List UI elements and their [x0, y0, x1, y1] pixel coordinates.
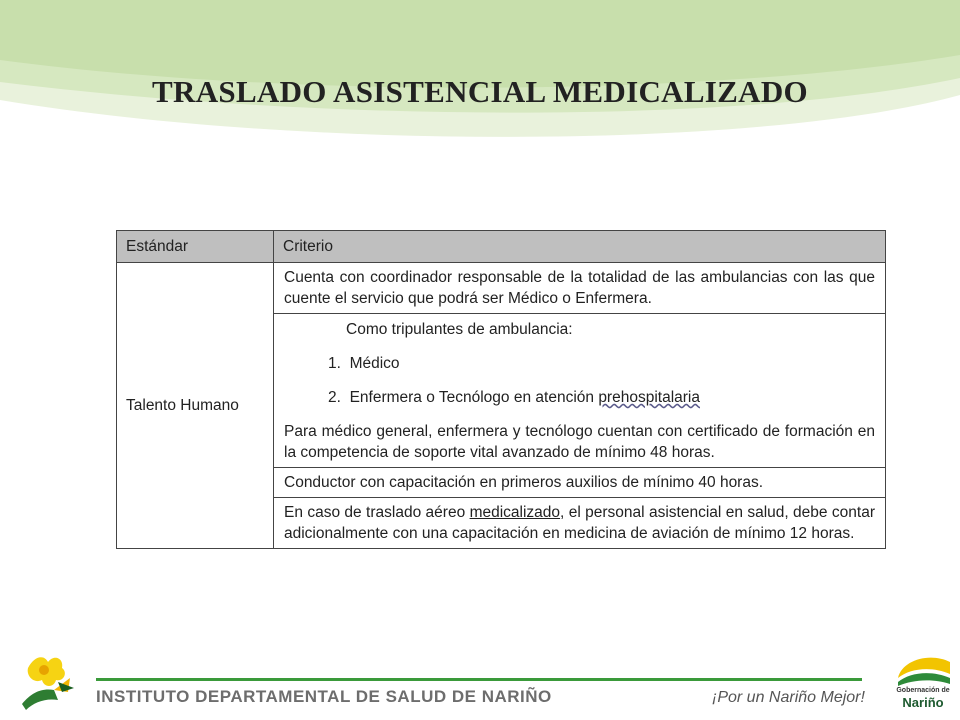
flower-bird-logo-icon [14, 648, 84, 714]
crew-item-1-number: 1. [328, 355, 341, 372]
aviation-underlined: medicalizado [469, 504, 561, 521]
crew-item-2 [284, 387, 875, 408]
aviation-suffix: , el personal asistencial en salud, debe contar adicionalmente con una capacitación en medicina de aviación de mínimo 12 horas. [284, 504, 875, 542]
footer-slogan: ¡Por un Nariño Mejor! [712, 689, 865, 706]
crew-item-2-prefix: Enfermera o Tecnólogo en atención [349, 389, 599, 406]
slide-title: TRASLADO ASISTENCIAL MEDICALIZADO [152, 74, 808, 109]
standards-table [116, 230, 886, 549]
crew-item-2-number: 2. [328, 389, 341, 406]
crew-item-1 [284, 353, 875, 374]
criterion-crew [274, 314, 886, 468]
aviation-prefix: En caso de traslado aéreo [284, 504, 470, 521]
table-header-row [117, 231, 886, 263]
criterion-coordinator: Cuenta con coordinador responsable de la totalidad de las ambulancias con las que cuente el servicio que podrá ser Médico o Enfermera. [274, 263, 886, 314]
gov-logo-line2: Nariño [902, 695, 944, 710]
column-header-criterio: Criterio [274, 231, 886, 263]
criterion-aviation [274, 498, 886, 549]
column-header-estandar: Estándar [117, 231, 274, 263]
table-crop-mask [0, 579, 960, 669]
criterion-driver: Conductor con capacitación en primeros auxilios de mínimo 40 horas. [274, 468, 886, 498]
gov-logo-line1: Gobernación de [896, 687, 950, 694]
footer-divider [96, 678, 862, 681]
crew-item-1-label: Médico [349, 355, 400, 372]
crew-item-2-underlined: prehospitalaria [598, 389, 700, 406]
crew-note: Para médico general, enfermera y tecnólogo cuentan con certificado de formación en la competencia de soporte vital avanzado de mínimo 48 horas. [284, 423, 875, 461]
footer-institute-name: INSTITUTO DEPARTAMENTAL DE SALUD DE NARIÑO [96, 687, 552, 706]
standard-cell: Talento Humano [117, 263, 274, 549]
crew-heading: Como tripulantes de ambulancia: [346, 321, 573, 338]
table-row [117, 263, 886, 314]
